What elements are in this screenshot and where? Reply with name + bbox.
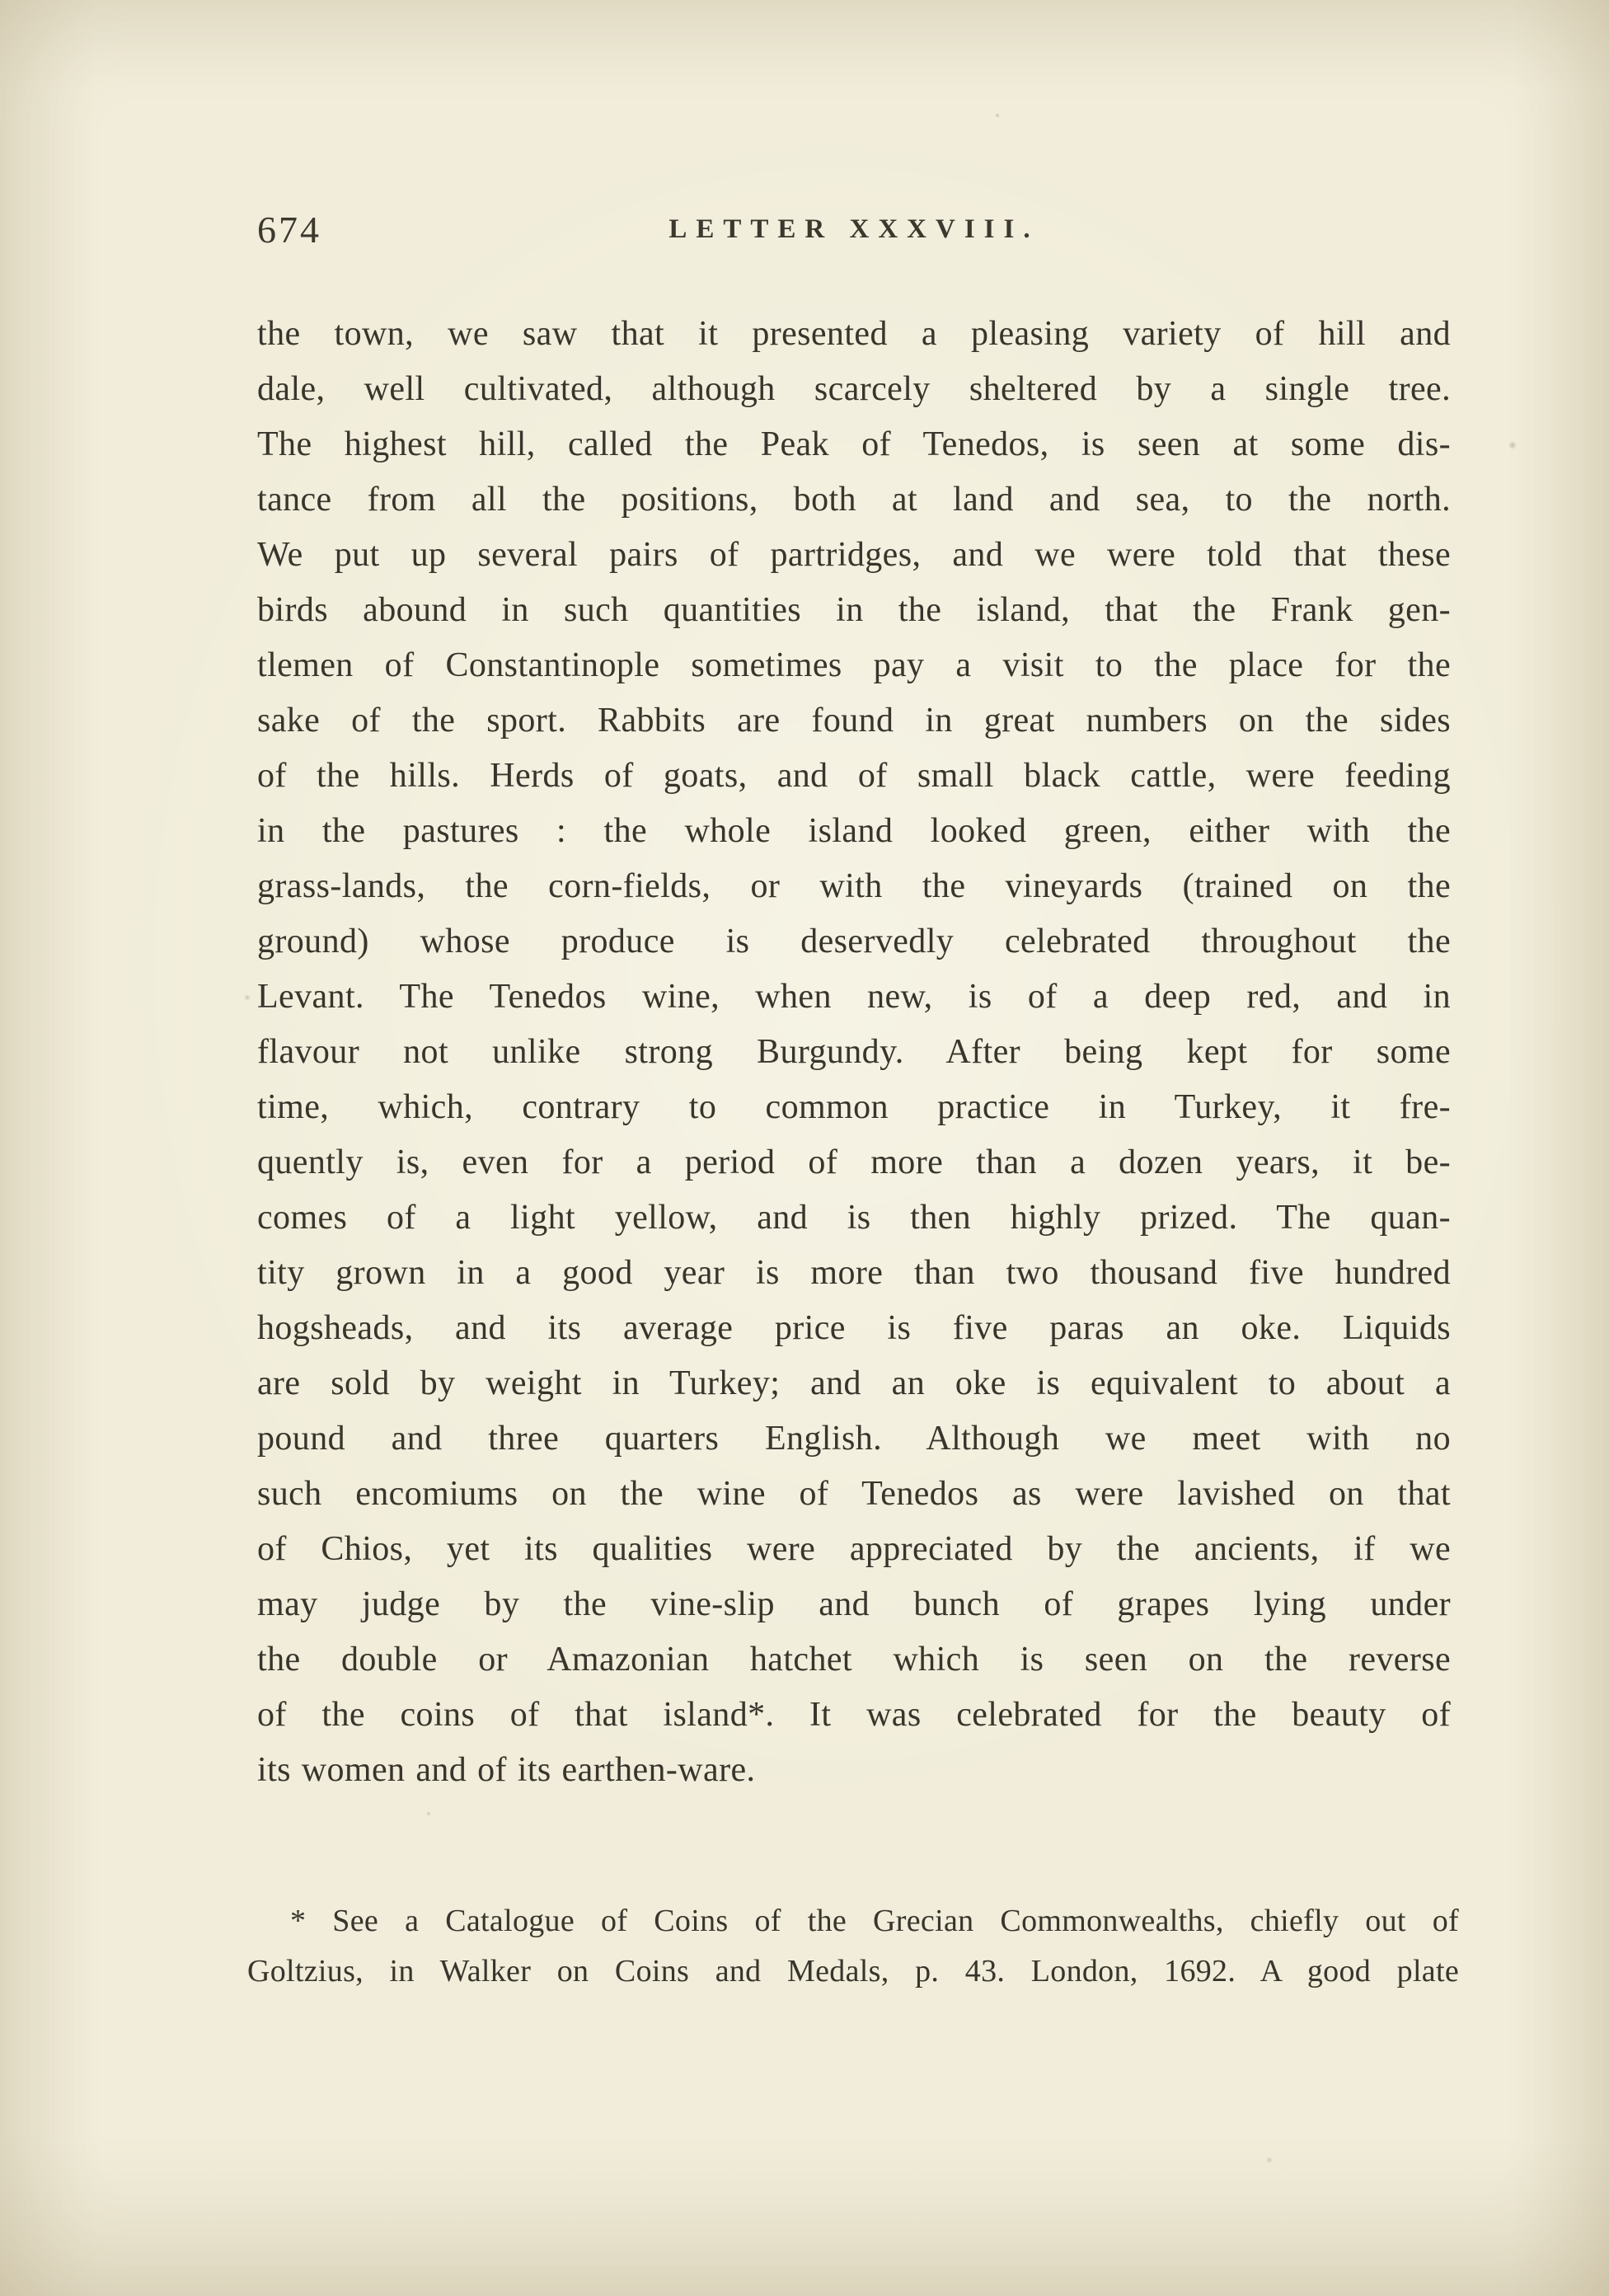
- body-text-line: tlemen of Constantinople sometimes pay a visit to the place for the: [257, 646, 1451, 684]
- body-text-line: tity grown in a good year is more than two thousand five hundred: [257, 1254, 1451, 1292]
- body-text-line: birds abound in such quantities in the island, that the Frank gen-: [257, 591, 1451, 629]
- body-text-line: quently is, even for a period of more than a dozen years, it be-: [257, 1143, 1451, 1181]
- footnote-line: * See a Catalogue of Coins of the Grecian Commonwealths, chiefly out of: [290, 1904, 1459, 1938]
- body-text-line: time, which, contrary to common practice in Turkey, it fre-: [257, 1088, 1451, 1126]
- body-text-line: in the pastures : the whole island looked green, either with the: [257, 812, 1451, 850]
- body-text-line: the town, we saw that it presented a pleasing variety of hill and: [257, 315, 1451, 353]
- footnote-line: Goltzius, in Walker on Coins and Medals, p. 43. London, 1692. A good plate: [247, 1954, 1459, 1988]
- body-text-line: its women and of its earthen-ware.: [257, 1751, 756, 1789]
- body-text: [257, 307, 1451, 1798]
- body-text-line: may judge by the vine-slip and bunch of grapes lying under: [257, 1585, 1451, 1623]
- body-text-line: ground) whose produce is deservedly celebrated throughout the: [257, 923, 1451, 960]
- body-text-line: of the coins of that island*. It was celebrated for the beauty of: [257, 1696, 1451, 1734]
- page-number: 674: [257, 209, 321, 251]
- body-text-line: are sold by weight in Turkey; and an oke is equivalent to about a: [257, 1364, 1451, 1402]
- page-header: [257, 208, 1451, 257]
- body-text-line: such encomiums on the wine of Tenedos as were lavished on that: [257, 1475, 1451, 1513]
- body-text-line: comes of a light yellow, and is then highly prized. The quan-: [257, 1199, 1451, 1237]
- body-text-line: of the hills. Herds of goats, and of small black cattle, were feeding: [257, 757, 1451, 795]
- body-text-line: hogsheads, and its average price is five paras an oke. Liquids: [257, 1309, 1451, 1347]
- footnote: [247, 1896, 1459, 1997]
- body-text-line: of Chios, yet its qualities were appreciated by the ancients, if we: [257, 1530, 1451, 1568]
- body-text-line: pound and three quarters English. Although we meet with no: [257, 1420, 1451, 1458]
- body-text-line: dale, well cultivated, although scarcely sheltered by a single tree.: [257, 370, 1451, 408]
- body-text-line: sake of the sport. Rabbits are found in great numbers on the sides: [257, 702, 1451, 740]
- body-text-line: tance from all the positions, both at land and sea, to the north.: [257, 481, 1451, 519]
- body-text-line: We put up several pairs of partridges, and we were told that these: [257, 536, 1451, 574]
- body-text-line: flavour not unlike strong Burgundy. After being kept for some: [257, 1033, 1451, 1071]
- body-text-line: grass-lands, the corn-fields, or with the vineyards (trained on the: [257, 867, 1451, 905]
- body-text-line: Levant. The Tenedos wine, when new, is of a deep red, and in: [257, 978, 1451, 1016]
- body-text-line: the double or Amazonian hatchet which is seen on the reverse: [257, 1641, 1451, 1679]
- body-text-line: The highest hill, called the Peak of Tenedos, is seen at some dis-: [257, 425, 1451, 463]
- running-header: LETTER XXXVIII.: [668, 214, 1039, 244]
